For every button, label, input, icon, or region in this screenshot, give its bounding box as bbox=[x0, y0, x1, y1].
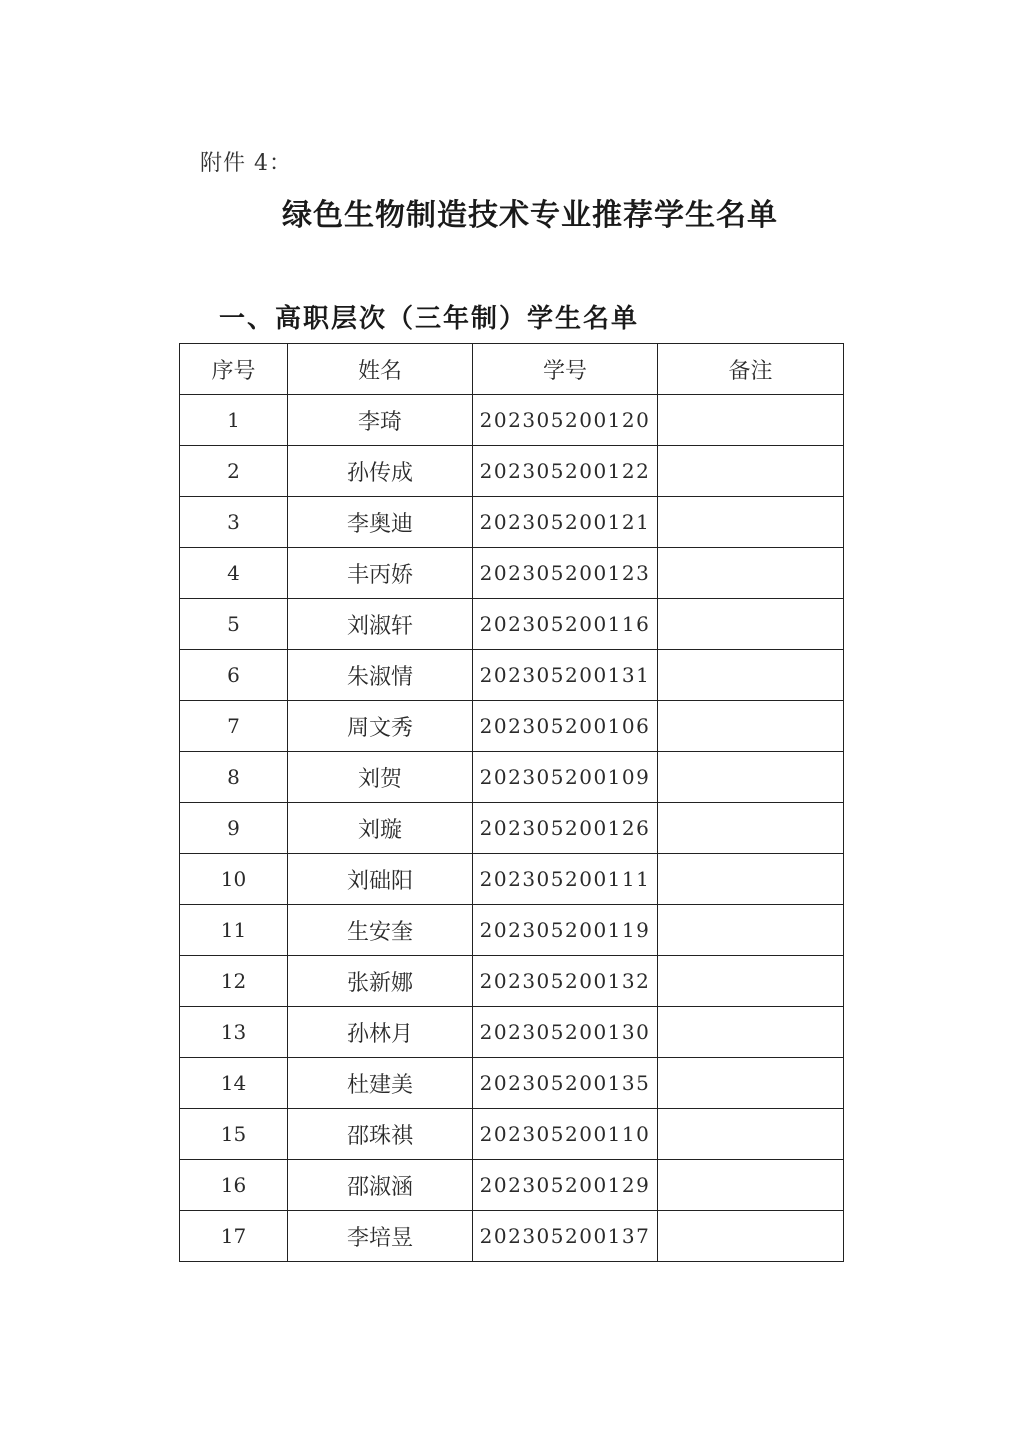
cell-student-id: 202305200119 bbox=[473, 905, 658, 956]
cell-remark bbox=[658, 854, 844, 905]
cell-name: 张新娜 bbox=[288, 956, 473, 1007]
table-row bbox=[180, 395, 844, 446]
table-row bbox=[180, 446, 844, 497]
cell-name: 邵珠祺 bbox=[288, 1109, 473, 1160]
cell-student-id: 202305200116 bbox=[473, 599, 658, 650]
table-row bbox=[180, 599, 844, 650]
cell-remark bbox=[658, 1211, 844, 1262]
cell-student-id: 202305200110 bbox=[473, 1109, 658, 1160]
cell-seq: 9 bbox=[180, 803, 288, 854]
table-row bbox=[180, 497, 844, 548]
cell-student-id: 202305200106 bbox=[473, 701, 658, 752]
cell-remark bbox=[658, 548, 844, 599]
table-row bbox=[180, 650, 844, 701]
header-student-id: 学号 bbox=[473, 344, 658, 395]
cell-student-id: 202305200126 bbox=[473, 803, 658, 854]
table-row bbox=[180, 956, 844, 1007]
cell-seq: 14 bbox=[180, 1058, 288, 1109]
cell-name: 刘础阳 bbox=[288, 854, 473, 905]
cell-student-id: 202305200120 bbox=[473, 395, 658, 446]
cell-seq: 8 bbox=[180, 752, 288, 803]
header-name: 姓名 bbox=[288, 344, 473, 395]
table-row bbox=[180, 701, 844, 752]
cell-seq: 15 bbox=[180, 1109, 288, 1160]
cell-name: 李琦 bbox=[288, 395, 473, 446]
cell-student-id: 202305200123 bbox=[473, 548, 658, 599]
cell-name: 李奥迪 bbox=[288, 497, 473, 548]
cell-student-id: 202305200131 bbox=[473, 650, 658, 701]
cell-seq: 12 bbox=[180, 956, 288, 1007]
cell-name: 李培昱 bbox=[288, 1211, 473, 1262]
cell-student-id: 202305200111 bbox=[473, 854, 658, 905]
cell-remark bbox=[658, 650, 844, 701]
cell-seq: 16 bbox=[180, 1160, 288, 1211]
section-heading: 一、高职层次（三年制）学生名单 bbox=[219, 304, 640, 334]
table-row bbox=[180, 1109, 844, 1160]
cell-remark bbox=[658, 497, 844, 548]
cell-name: 丰丙娇 bbox=[288, 548, 473, 599]
cell-seq: 7 bbox=[180, 701, 288, 752]
cell-name: 周文秀 bbox=[288, 701, 473, 752]
cell-remark bbox=[658, 1058, 844, 1109]
cell-student-id: 202305200132 bbox=[473, 956, 658, 1007]
cell-seq: 2 bbox=[180, 446, 288, 497]
cell-remark bbox=[658, 752, 844, 803]
table-row bbox=[180, 1007, 844, 1058]
table-row bbox=[180, 1058, 844, 1109]
document-title: 绿色生物制造技术专业推荐学生名单 bbox=[282, 198, 778, 233]
table-row bbox=[180, 548, 844, 599]
cell-seq: 11 bbox=[180, 905, 288, 956]
attachment-label: 附件 4： bbox=[200, 151, 292, 176]
table-header bbox=[180, 344, 844, 395]
cell-remark bbox=[658, 1160, 844, 1211]
table-row bbox=[180, 803, 844, 854]
cell-student-id: 202305200121 bbox=[473, 497, 658, 548]
cell-student-id: 202305200135 bbox=[473, 1058, 658, 1109]
cell-seq: 6 bbox=[180, 650, 288, 701]
header-row bbox=[180, 344, 844, 395]
cell-name: 生安奎 bbox=[288, 905, 473, 956]
header-seq: 序号 bbox=[180, 344, 288, 395]
cell-name: 刘淑轩 bbox=[288, 599, 473, 650]
cell-student-id: 202305200137 bbox=[473, 1211, 658, 1262]
student-roster-table bbox=[179, 343, 844, 1262]
cell-name: 杜建美 bbox=[288, 1058, 473, 1109]
cell-remark bbox=[658, 1109, 844, 1160]
cell-remark bbox=[658, 701, 844, 752]
table-row bbox=[180, 854, 844, 905]
cell-seq: 17 bbox=[180, 1211, 288, 1262]
cell-seq: 4 bbox=[180, 548, 288, 599]
table-body bbox=[180, 395, 844, 1262]
cell-student-id: 202305200129 bbox=[473, 1160, 658, 1211]
cell-seq: 10 bbox=[180, 854, 288, 905]
cell-student-id: 202305200109 bbox=[473, 752, 658, 803]
table-row bbox=[180, 1211, 844, 1262]
cell-student-id: 202305200130 bbox=[473, 1007, 658, 1058]
cell-remark bbox=[658, 803, 844, 854]
cell-name: 孙林月 bbox=[288, 1007, 473, 1058]
table-row bbox=[180, 1160, 844, 1211]
cell-remark bbox=[658, 446, 844, 497]
cell-remark bbox=[658, 395, 844, 446]
cell-name: 孙传成 bbox=[288, 446, 473, 497]
table-row bbox=[180, 752, 844, 803]
cell-name: 朱淑情 bbox=[288, 650, 473, 701]
cell-name: 刘璇 bbox=[288, 803, 473, 854]
header-remark: 备注 bbox=[658, 344, 844, 395]
cell-remark bbox=[658, 599, 844, 650]
cell-remark bbox=[658, 956, 844, 1007]
cell-seq: 5 bbox=[180, 599, 288, 650]
cell-remark bbox=[658, 1007, 844, 1058]
cell-seq: 13 bbox=[180, 1007, 288, 1058]
cell-remark bbox=[658, 905, 844, 956]
table-row bbox=[180, 905, 844, 956]
cell-student-id: 202305200122 bbox=[473, 446, 658, 497]
cell-seq: 3 bbox=[180, 497, 288, 548]
cell-seq: 1 bbox=[180, 395, 288, 446]
cell-name: 邵淑涵 bbox=[288, 1160, 473, 1211]
cell-name: 刘贺 bbox=[288, 752, 473, 803]
